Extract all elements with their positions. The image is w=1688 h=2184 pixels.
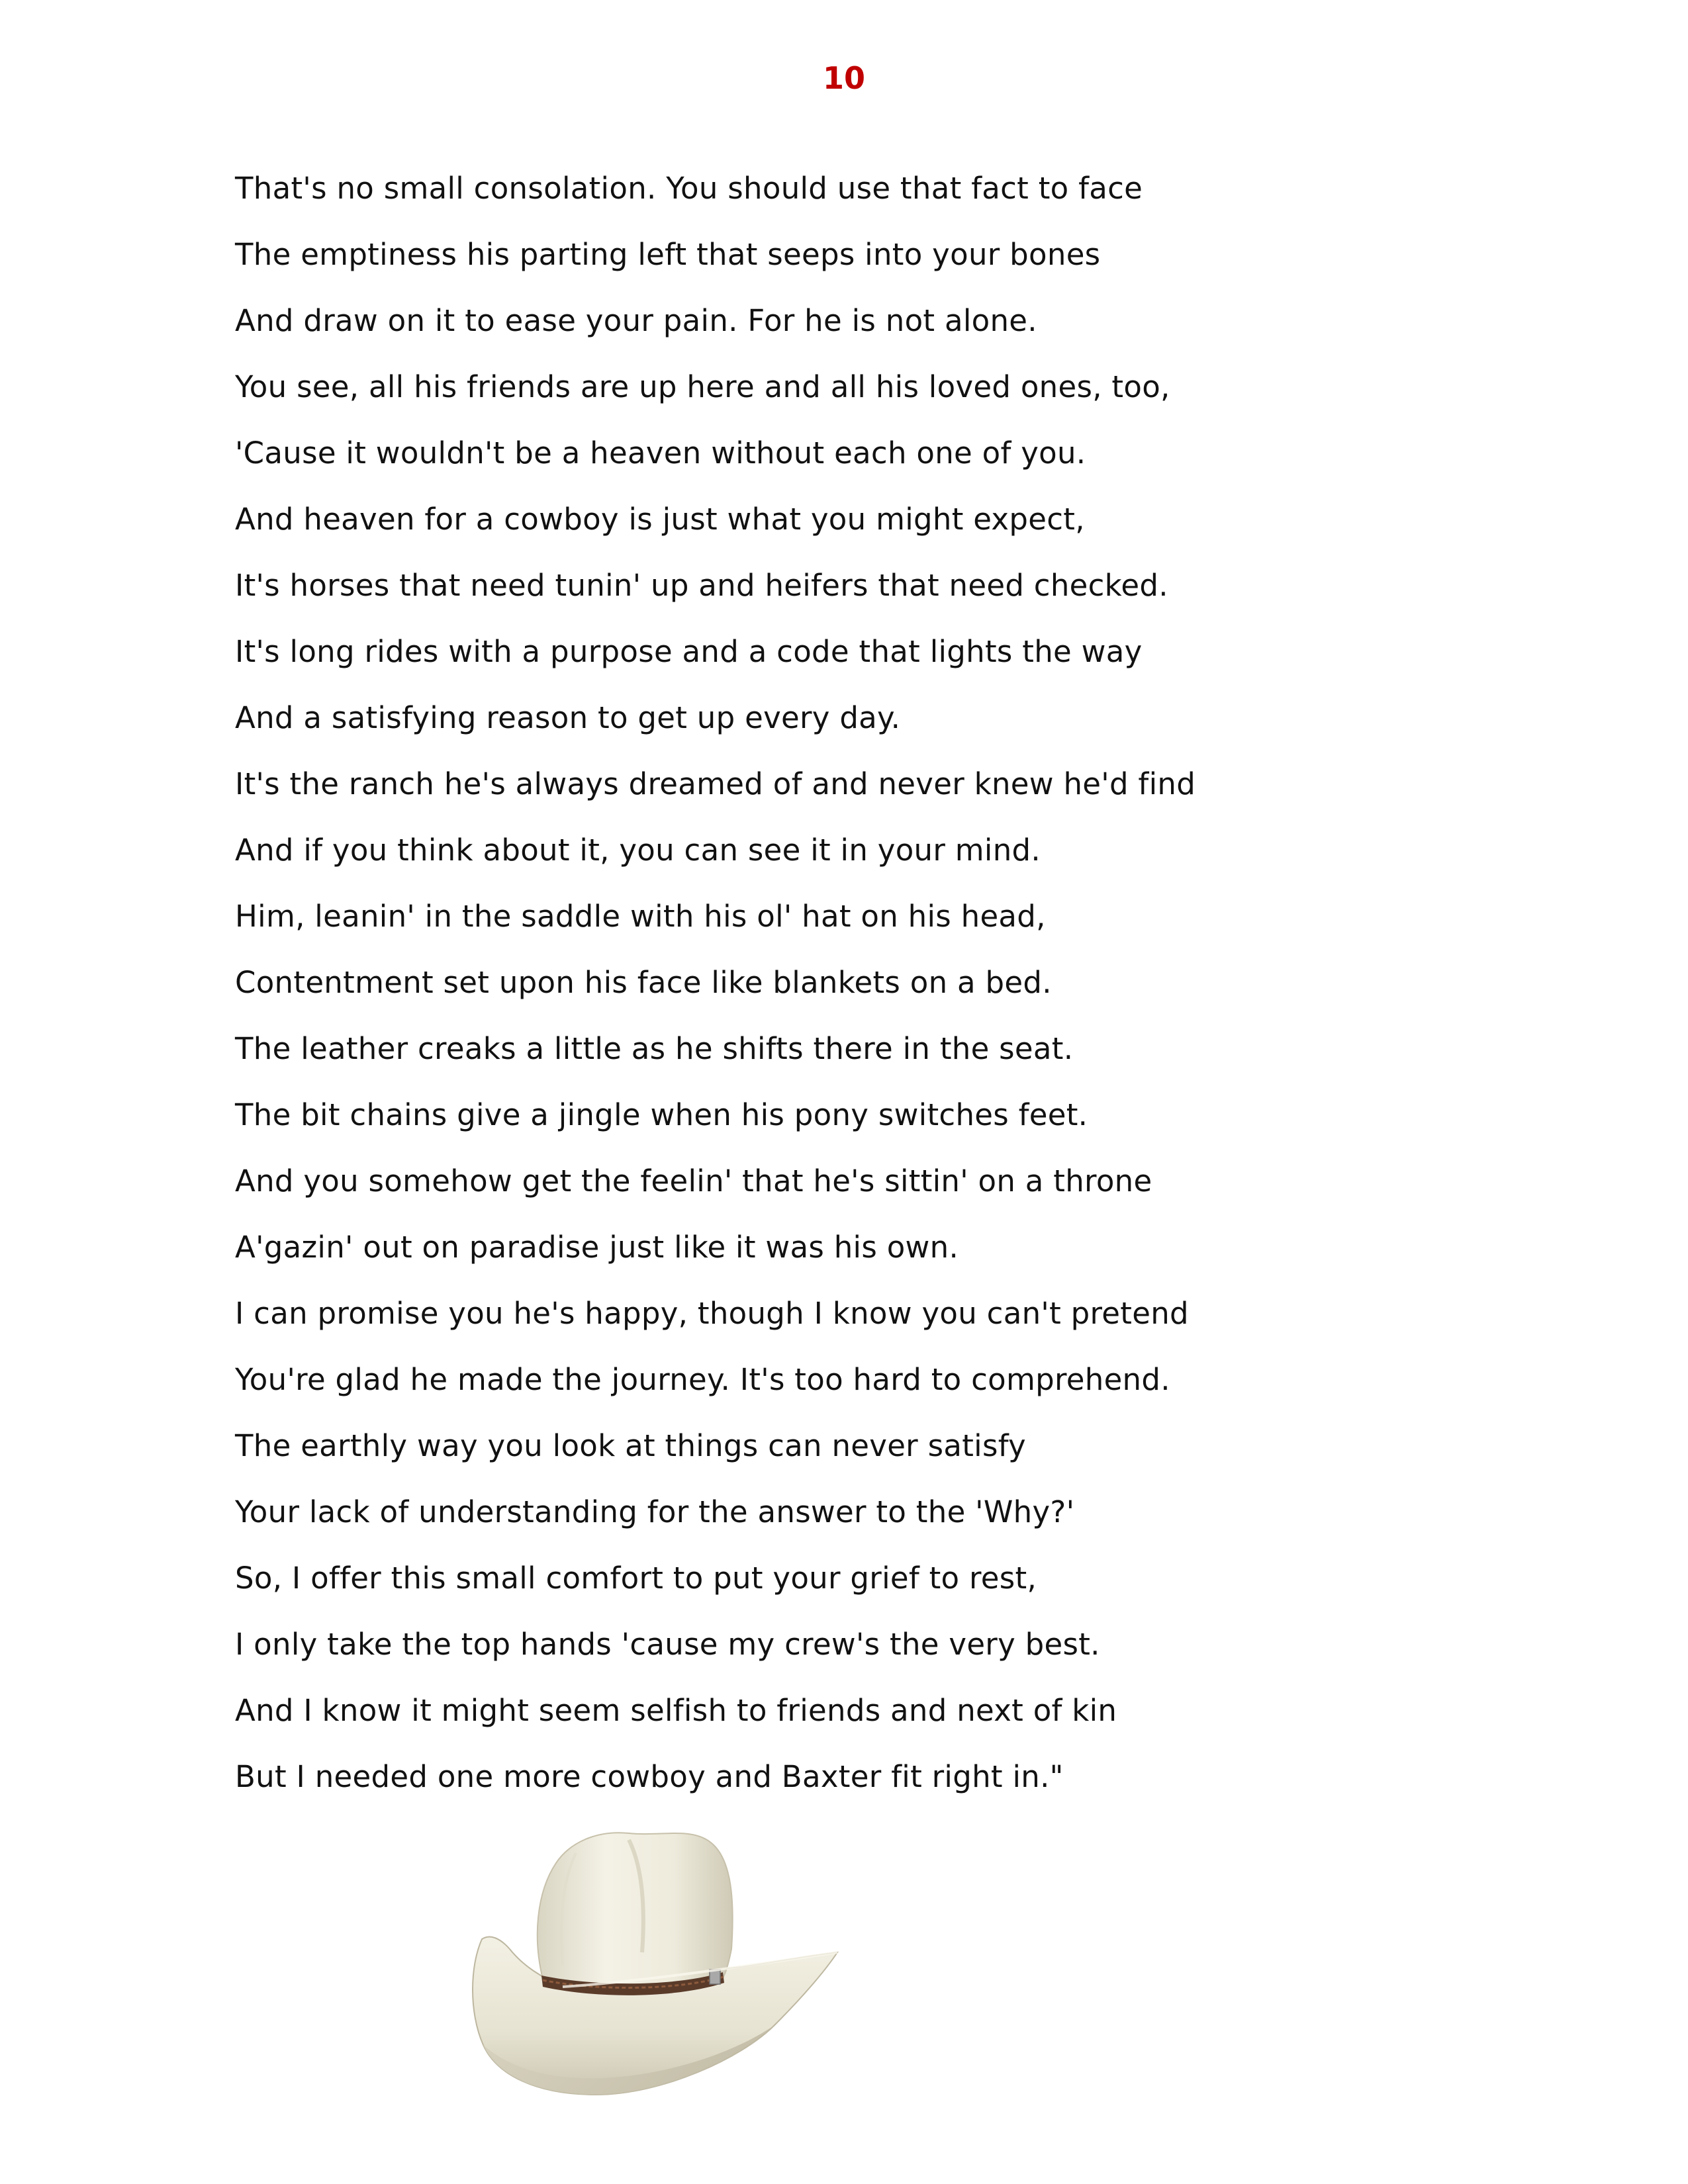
poem-line: And a satisfying reason to get up every day. — [235, 700, 901, 735]
poem-line: But I needed one more cowboy and Baxter fit right in." — [235, 1759, 1064, 1794]
poem-line: That's no small consolation. You should use that fact to face — [235, 171, 1143, 206]
poem-line: The leather creaks a little as he shifts there in the seat. — [235, 1031, 1074, 1066]
poem-line: And I know it might seem selfish to friends and next of kin — [235, 1693, 1117, 1728]
poem-line: So, I offer this small comfort to put your grief to rest, — [235, 1561, 1037, 1596]
poem-line: It's long rides with a purpose and a code that lights the way — [235, 634, 1143, 669]
poem-line: I can promise you he's happy, though I know you can't pretend — [235, 1296, 1189, 1331]
poem-line: And draw on it to ease your pain. For he is not alone. — [235, 303, 1037, 338]
poem-line: And you somehow get the feelin' that he's sittin' on a throne — [235, 1163, 1152, 1199]
poem-line: The earthly way you look at things can never satisfy — [235, 1428, 1026, 1463]
poem-line: I only take the top hands 'cause my crew's the very best. — [235, 1627, 1100, 1662]
poem-line: Contentment set upon his face like blankets on a bed. — [235, 965, 1052, 1000]
poem-line: And if you think about it, you can see it in your mind. — [235, 833, 1041, 868]
poem-line: Your lack of understanding for the answer to the 'Why?' — [235, 1494, 1075, 1529]
poem-line: A'gazin' out on paradise just like it was his own. — [235, 1230, 959, 1265]
poem-body — [235, 156, 1493, 1810]
poem-line: And heaven for a cowboy is just what you might expect, — [235, 502, 1085, 537]
poem-line: It's the ranch he's always dreamed of and never knew he'd find — [235, 766, 1196, 801]
poem-line: 'Cause it wouldn't be a heaven without each one of you. — [235, 435, 1086, 471]
poem-line: It's horses that need tunin' up and heifers that need checked. — [235, 568, 1168, 603]
poem-line: You see, all his friends are up here and all his loved ones, too, — [235, 369, 1170, 404]
poem-line: The emptiness his parting left that seeps into your bones — [235, 237, 1101, 272]
cowboy-hat-icon — [463, 1813, 847, 2105]
poem-line: Him, leanin' in the saddle with his ol' hat on his head, — [235, 899, 1046, 934]
poem-line: The bit chains give a jingle when his pony switches feet. — [235, 1097, 1088, 1132]
page-number: 10 — [822, 60, 865, 96]
poem-line: You're glad he made the journey. It's too hard to comprehend. — [235, 1362, 1170, 1397]
